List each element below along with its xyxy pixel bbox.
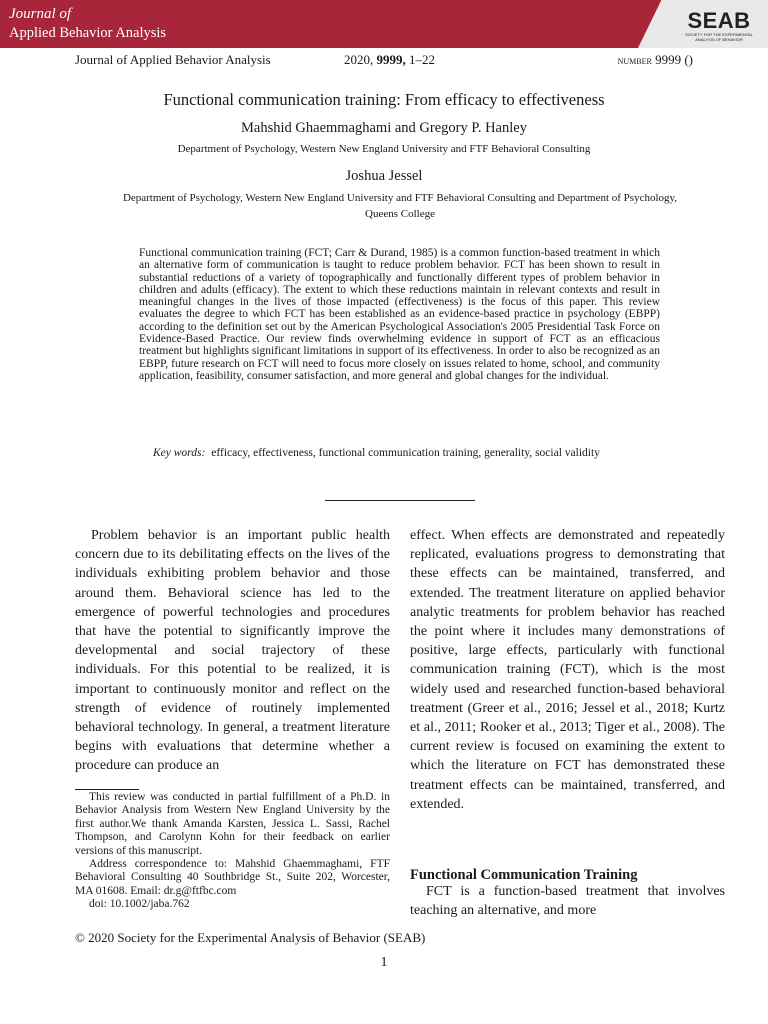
- footnote-doi: doi: 10.1002/jaba.762: [89, 898, 190, 911]
- footnote-correspondence: Address correspondence to: Mahshid Ghaemmaghami, FTF Behavioral Consulting 40 Southbridge St., Suite 202, Worcester, MA 01608. Email: dr.g@ftfbc.com: [75, 858, 390, 897]
- body-left-column: Problem behavior is an important public health concern due to its debilitating effects on the lives of the individuals exhibiting problem behavior and those around them. Behavioral science has led to the emergence of powerful technologies and procedures that have the potential to significantly improve the developmental and social trajectory of these individuals. For this potential to be realized, it is important to continuously monitor and reflect on the strength of evidence of routinely implemented behavioral technology. In general, a treatment literature begins with evaluations that determine whether a procedure can produce an: [75, 528, 390, 774]
- footnotes: [75, 791, 390, 912]
- number-value: 9999 (): [655, 52, 693, 67]
- keywords-list: efficacy, effectiveness, functional communication training, generality, social validity: [211, 447, 600, 459]
- section-paragraph: FCT is a function-based treatment that involves teaching an alternative, and more: [410, 884, 725, 918]
- running-head-number: [618, 52, 693, 68]
- abstract: Functional communication training (FCT; Carr & Durand, 1985) is a common function-based treatment in which an alternative form of communication is taught to reduce problem behavior. FCT has been shown to result in substantial reductions of a variety of topographically and functionally different types of problem behavior in children and adults (efficacy). The extent to which these reductions maintain in relevant contexts and result in meaningful changes in the lives of those impacted (effectiveness) is the focus of this paper. This review evaluates the degree to which FCT has been established as an evidence-based practice in psychology (EBPP) according to the definition set out by the American Psychological Association's 2005 Presidential Task Force on Evidence-Based Practice. Our review finds overwhelming evidence in support of FCT as an efficacious treatment but highlights significant limitations in support of its effectiveness. In order to also be recognized as an EBPP, future research on FCT will need to focus more closely on issues related to home, school, and community application, feasibility, consumer satisfaction, and more general and global changes for the individual.: [139, 247, 660, 382]
- running-head-citation: [344, 52, 435, 68]
- footnote-rule: [75, 789, 139, 790]
- author-line-1: Mahshid Ghaemmaghami and Gregory P. Hanley: [241, 120, 527, 136]
- journal-name-line-1: Journal of: [9, 6, 72, 22]
- seab-logo-subtext: SOCIETY FOR THE EXPERIMENTAL ANALYSIS OF BEHAVIOR: [685, 32, 753, 42]
- running-head-volume: 9999,: [376, 52, 406, 67]
- body-right-column: effect. When effects are demonstrated and repeatedly replicated, evaluations progress to demonstrating that these effects can be maintained, transferred, and extended. The treatment literature on applied behavior analytic treatments for problem behavior has reached the point where it includes many demonstrations of positive, large effects, particularly with functional communication training (FCT), which is the most widely used and researched function-based behavioral treatment (Greer et al., 2016; Jessel et al., 2018; Kurtz et al., 2011; Rooker et al., 2013; Tiger et al., 2008). The current review is focused on examining the extent to which the literature on FCT has demonstrated these treatment effects can be maintained, transferred, and extended.: [410, 528, 725, 812]
- affiliation-line-2: Department of Psychology, Western New England University and FTF Behavioral Consulting and Department of Psychology, Queens College: [122, 192, 678, 220]
- running-head-year: 2020,: [344, 52, 374, 67]
- journal-name-line-2: Applied Behavior Analysis: [9, 25, 167, 41]
- section-divider: [325, 500, 475, 501]
- copyright-notice: © 2020 Society for the Experimental Analysis of Behavior (SEAB): [75, 930, 426, 945]
- affiliation-line-1: Department of Psychology, Western New England University and FTF Behavioral Consulting: [177, 143, 591, 155]
- running-head-journal: Journal of Applied Behavior Analysis: [75, 52, 271, 67]
- article-title: Functional communication training: From efficacy to effectiveness: [163, 90, 605, 109]
- journal-banner: [0, 0, 768, 48]
- section-heading: Functional Communication Training: [410, 867, 638, 883]
- keywords-label: Key words:: [153, 447, 206, 459]
- author-line-2: Joshua Jessel: [345, 168, 423, 184]
- running-head-pages: 1–22: [409, 52, 435, 67]
- footnote-acknowledgement: This review was conducted in partial fulfillment of a Ph.D. in Behavior Analysis from Western New England University by the first author.We thank Amanda Karsten, Jessica L. Sassi, Rachel Thompson, and Carolynn Kohn for their feedback on earlier versions of this manuscript.: [75, 791, 390, 857]
- page-number: 1: [380, 955, 388, 970]
- number-label: number: [617, 53, 652, 67]
- keywords: [139, 447, 660, 460]
- seab-logo: SEAB: [687, 8, 751, 33]
